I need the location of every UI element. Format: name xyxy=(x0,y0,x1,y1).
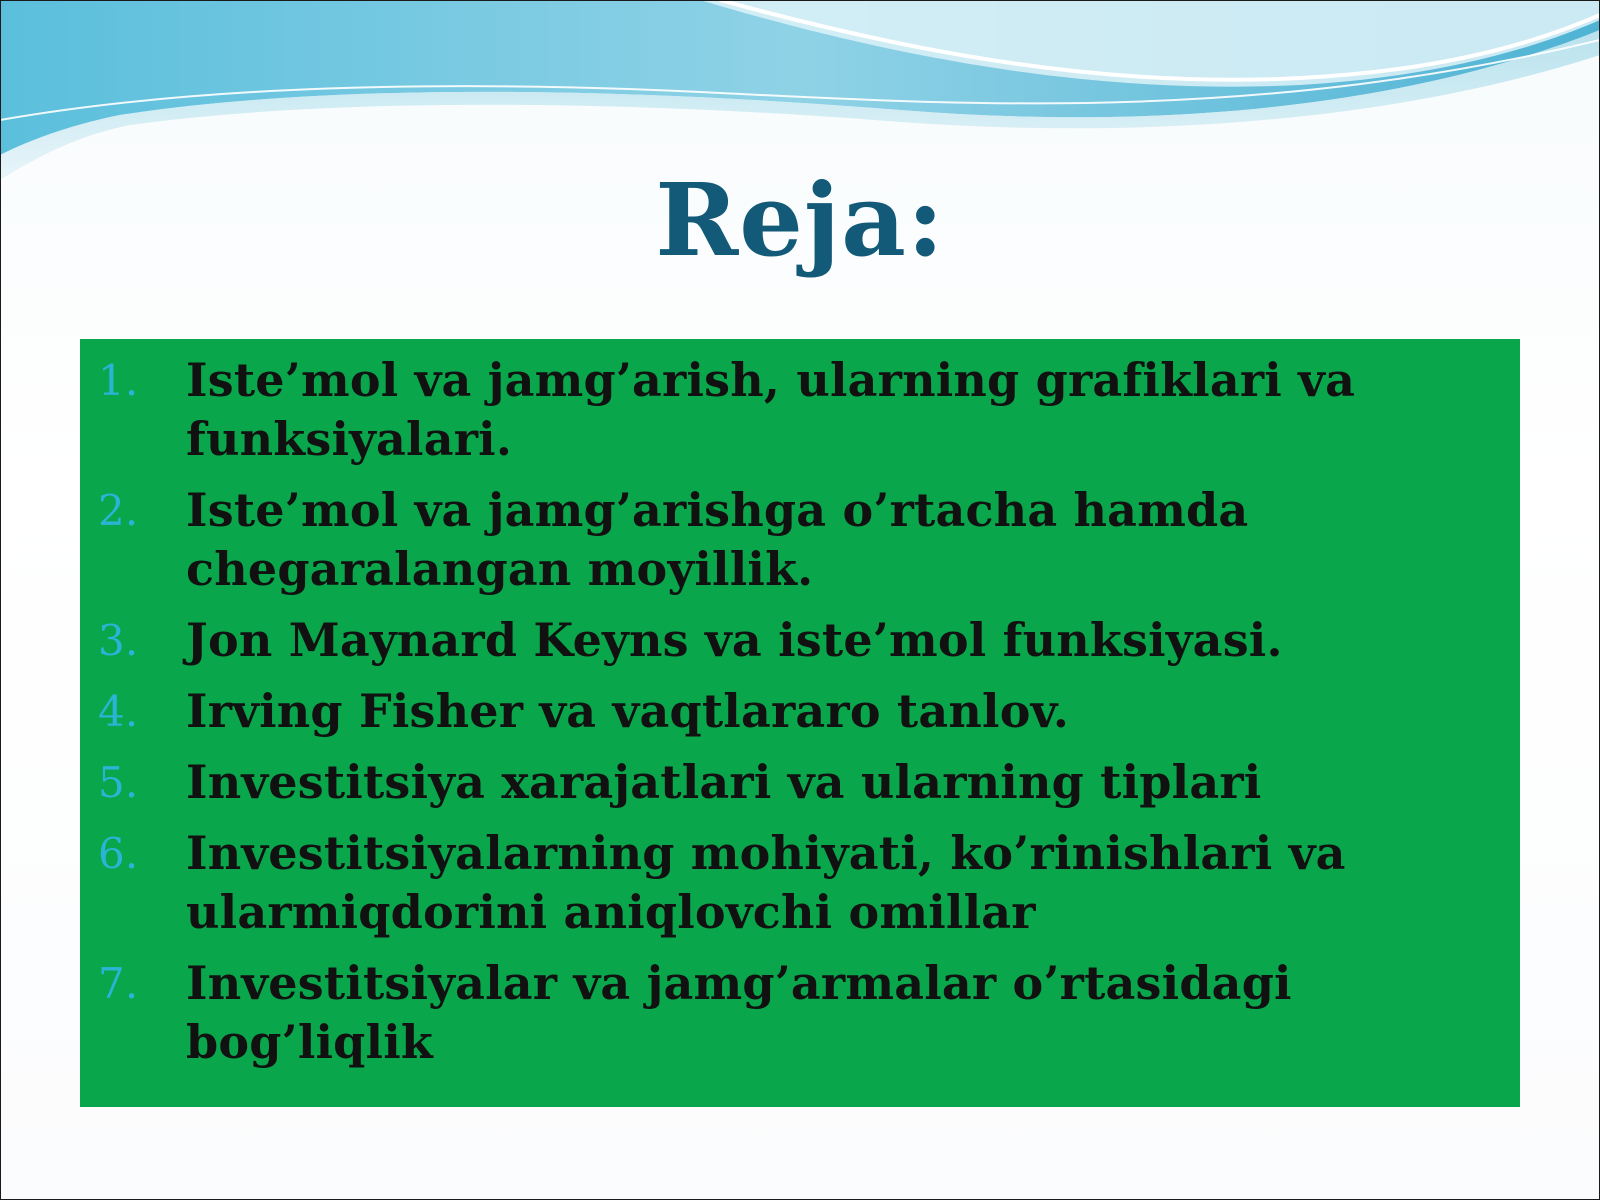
list-item xyxy=(80,611,1520,670)
list-item xyxy=(80,954,1520,1072)
agenda-list xyxy=(80,351,1520,1084)
list-item-number: 2. xyxy=(98,486,139,535)
list-item-number: 7. xyxy=(98,959,139,1008)
list-item xyxy=(80,682,1520,741)
list-item-text: Iste’mol va jamg’arish, ularning grafiklari va funksiyalari. xyxy=(186,353,1356,466)
list-item-number: 4. xyxy=(98,687,139,736)
list-item-text: Irving Fisher va vaqtlararo tanlov. xyxy=(186,684,1070,738)
list-item-number: 5. xyxy=(98,758,139,807)
list-item-text: Investitsiya xarajatlari va ularning tiplari xyxy=(186,755,1262,809)
agenda-box xyxy=(80,339,1520,1107)
list-item-text: Iste’mol va jamg’arishga o’rtacha hamda chegaralangan moyillik. xyxy=(186,483,1249,596)
list-item-number: 6. xyxy=(98,829,139,878)
list-item-text: Investitsiyalarning mohiyati, ko’rinishlari va ularmiqdorini aniqlovchi omillar xyxy=(186,826,1346,939)
list-item xyxy=(80,753,1520,812)
list-item-number: 1. xyxy=(98,356,139,405)
list-item-number: 3. xyxy=(98,616,139,665)
list-item xyxy=(80,481,1520,599)
list-item-text: Jon Maynard Keyns va iste’mol funksiyasi. xyxy=(186,613,1283,667)
list-item xyxy=(80,824,1520,942)
list-item xyxy=(80,351,1520,469)
list-item-text: Investitsiyalar va jamg’armalar o’rtasidagi bog’liqlik xyxy=(186,956,1292,1069)
slide-title: Reja: xyxy=(655,161,945,279)
